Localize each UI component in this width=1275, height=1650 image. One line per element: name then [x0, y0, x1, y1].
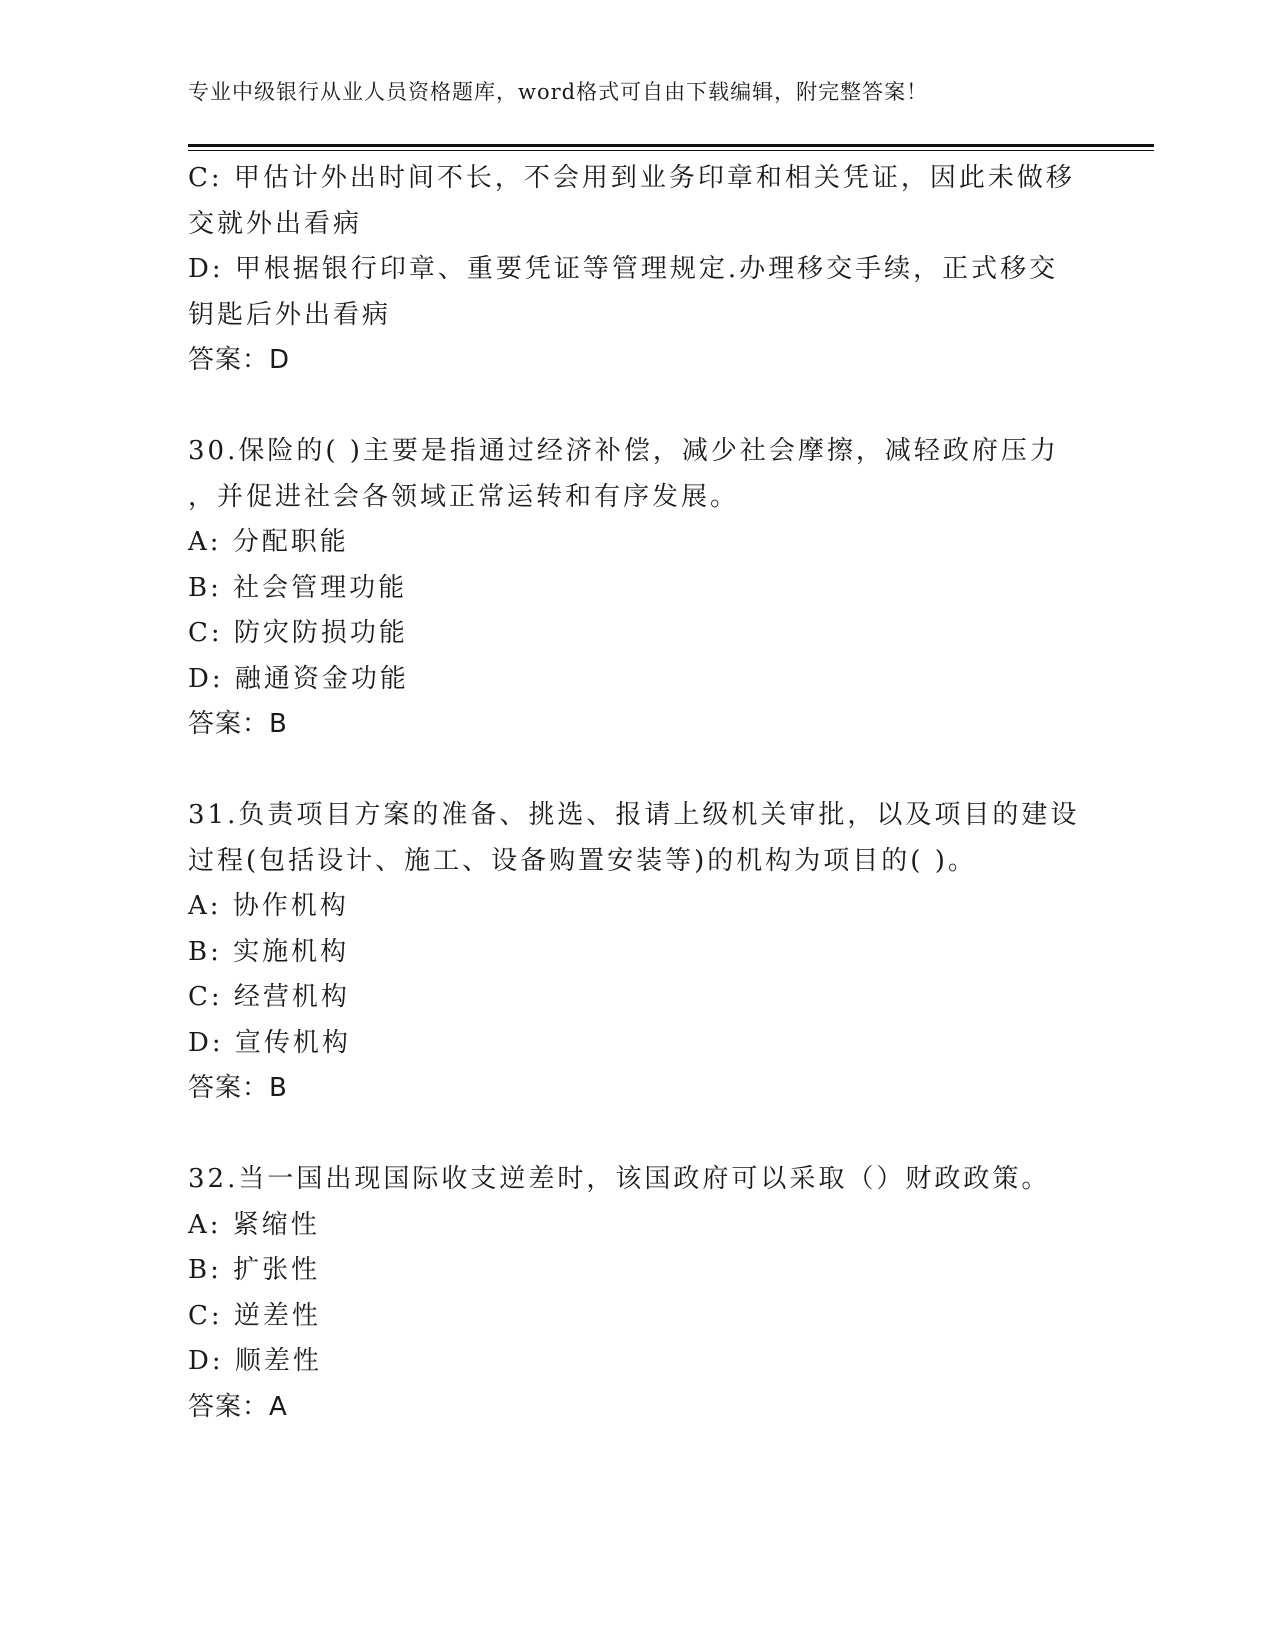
- answer: 答案：B: [188, 709, 288, 739]
- question-content: [188, 156, 1088, 1430]
- question-29-continued: [188, 156, 1088, 384]
- answer: 答案：B: [188, 1073, 288, 1103]
- question-stem-line-1: 30.保险的( )主要是指通过经济补偿，减少社会摩擦，减轻政府压力: [188, 436, 1059, 466]
- question-stem-line-2: 过程(包括设计、施工、设备购置安装等)的机构为项目的( )。: [188, 845, 977, 876]
- option-c-line-2: 交就外出看病: [188, 208, 363, 239]
- option-d: D: 顺差性: [188, 1346, 322, 1376]
- option-d-line-2: 钥匙后外出看病: [188, 299, 392, 330]
- question-31: [188, 793, 1088, 1112]
- option-b: B: 社会管理功能: [188, 572, 408, 603]
- page-header: 专业中级银行从业人员资格题库，word格式可自由下载编辑，附完整答案！: [188, 80, 929, 104]
- option-b: B: 实施机构: [188, 936, 350, 967]
- option-a: A: 协作机构: [188, 891, 349, 921]
- question-stem-line-1: 31.负责项目方案的准备、挑选、报请上级机关审批，以及项目的建设: [188, 800, 1080, 830]
- option-a: A: 分配职能: [188, 527, 349, 557]
- spacer: [188, 1112, 1088, 1158]
- option-c-line-1: C: 甲估计外出时间不长，不会用到业务印章和相关凭证，因此未做移: [188, 163, 1075, 193]
- question-32: [188, 1157, 1088, 1430]
- spacer: [188, 748, 1088, 794]
- option-c: C: 逆差性: [188, 1300, 321, 1331]
- question-30: [188, 429, 1088, 748]
- header-rule-thin: [188, 150, 1154, 151]
- option-a: A: 紧缩性: [188, 1209, 320, 1240]
- answer: 答案：A: [188, 1391, 288, 1422]
- question-stem-line-1: 32.当一国出现国际收支逆差时，该国政府可以采取（）财政政策。: [188, 1164, 1051, 1194]
- option-c: C: 防灾防损功能: [188, 618, 408, 648]
- answer: 答案：D: [188, 345, 291, 375]
- option-d: D: 融通资金功能: [188, 663, 409, 694]
- header-rule-thick: [188, 144, 1154, 147]
- option-d-line-1: D: 甲根据银行印章、重要凭证等管理规定.办理移交手续，正式移交: [188, 254, 1059, 284]
- option-b: B: 扩张性: [188, 1255, 321, 1285]
- question-stem-line-2: ，并促进社会各领域正常运转和有序发展。: [188, 481, 740, 512]
- spacer: [188, 384, 1088, 430]
- option-c: C: 经营机构: [188, 982, 350, 1012]
- option-d: D: 宣传机构: [188, 1027, 351, 1058]
